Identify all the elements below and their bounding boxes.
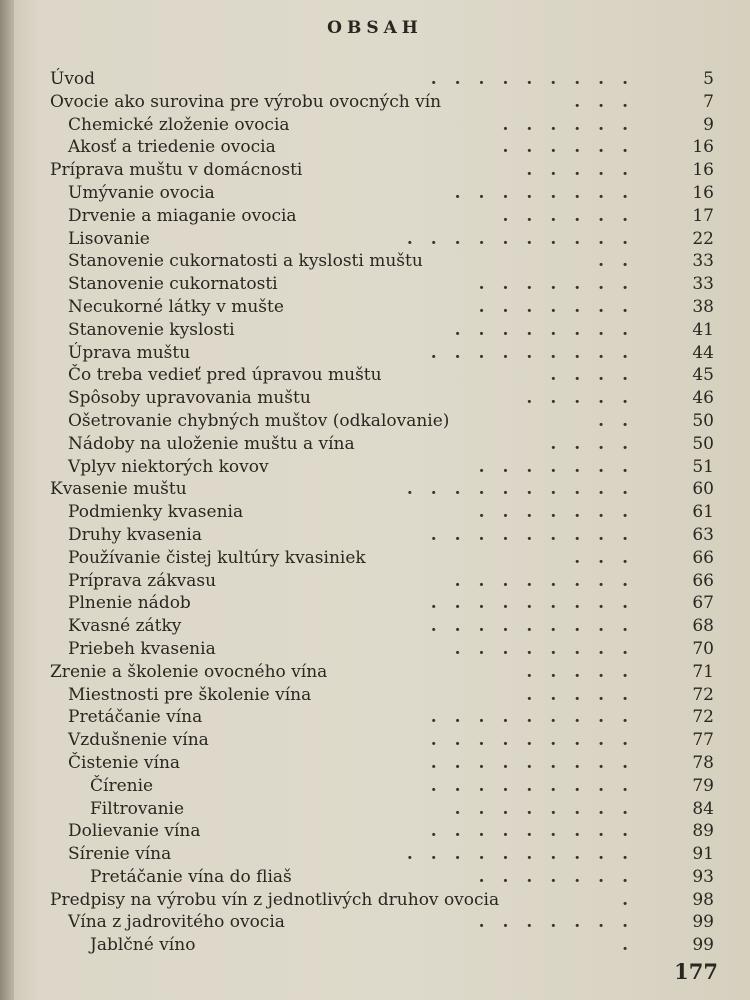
toc-entry xyxy=(44,547,720,570)
toc-entry-label: Predpisy na výrobu vín z jednotlivých druhov ovocia xyxy=(50,889,500,910)
dot-leader: ....... xyxy=(478,866,646,887)
dot-leader: ..... xyxy=(526,661,646,682)
dot-leader: ....... xyxy=(478,912,646,933)
toc-entry xyxy=(44,843,720,866)
dot-leader: . xyxy=(622,889,646,910)
toc-entry xyxy=(44,934,720,957)
toc-entry xyxy=(44,433,720,456)
toc-entry xyxy=(44,706,720,729)
toc-entry-page: 70 xyxy=(692,638,714,659)
dot-leader: ......... xyxy=(430,821,646,842)
toc-entry-page: 50 xyxy=(692,410,714,431)
toc-entry xyxy=(44,136,720,159)
toc-entry xyxy=(44,752,720,775)
toc-entry xyxy=(44,342,720,365)
toc-entry-page: 78 xyxy=(692,752,714,773)
dot-leader: ...... xyxy=(502,205,646,226)
toc-entry xyxy=(44,205,720,228)
page-number: 177 xyxy=(674,959,718,984)
dot-leader: . xyxy=(622,935,646,956)
toc-entry-page: 98 xyxy=(692,889,714,910)
toc-entry-label: Priebeh kvasenia xyxy=(68,638,216,659)
toc-entry-page: 16 xyxy=(692,182,714,203)
toc-entry-label: Chemické zloženie ovocia xyxy=(68,114,290,135)
toc-entry-label: Stanovenie kyslosti xyxy=(68,319,235,340)
dot-leader: ......... xyxy=(430,752,646,773)
dot-leader: .......... xyxy=(406,479,646,500)
toc-entry-page: 33 xyxy=(692,274,714,295)
toc-entry xyxy=(44,387,720,410)
dot-leader: ...... xyxy=(502,114,646,135)
toc-entry-page: 71 xyxy=(692,661,714,682)
toc-entry-label: Druhy kvasenia xyxy=(68,524,203,545)
dot-leader: ... xyxy=(574,91,646,112)
toc-entry-page: 68 xyxy=(692,616,714,637)
dot-leader: .. xyxy=(598,410,646,431)
toc-entry xyxy=(44,775,720,798)
toc-entry xyxy=(44,592,720,615)
toc-entry-label: Čírenie xyxy=(90,775,154,796)
toc-entry-page: 22 xyxy=(692,228,714,249)
dot-leader: ....... xyxy=(478,296,646,317)
toc-entry-label: Čo treba vedieť pred úpravou muštu xyxy=(68,365,382,386)
toc-entry-page: 66 xyxy=(692,570,714,591)
toc-entry xyxy=(44,319,720,342)
toc-entry xyxy=(44,456,720,479)
toc-entry xyxy=(44,114,720,137)
toc-entry-label: Pretáčanie vína do fliaš xyxy=(90,866,292,887)
toc-entry-page: 60 xyxy=(692,479,714,500)
toc-entry-label: Vplyv niektorých kovov xyxy=(68,456,269,477)
toc-entry-label: Jablčné víno xyxy=(90,935,196,956)
toc-entry-page: 51 xyxy=(692,456,714,477)
dot-leader: ......... xyxy=(430,616,646,637)
dot-leader: .... xyxy=(550,433,646,454)
toc-entry-page: 84 xyxy=(692,798,714,819)
dot-leader: .......... xyxy=(406,844,646,865)
toc-entry-page: 93 xyxy=(692,866,714,887)
toc-entry xyxy=(44,182,720,205)
toc-entry-label: Pretáčanie vína xyxy=(68,707,203,728)
toc-entry-page: 7 xyxy=(703,91,714,112)
toc-entry-label: Úvod xyxy=(50,69,96,89)
dot-leader: ........ xyxy=(454,182,646,203)
dot-leader: ........ xyxy=(454,319,646,340)
toc-entry-label: Kvasenie muštu xyxy=(50,479,187,500)
toc-entry xyxy=(44,228,720,251)
dot-leader: ..... xyxy=(526,684,646,705)
toc-entry-label: Zrenie a školenie ovocného vína xyxy=(50,661,328,682)
toc-entry-page: 72 xyxy=(692,684,714,705)
toc-entry-page: 44 xyxy=(692,342,714,363)
toc-entry xyxy=(44,889,720,912)
toc-entry xyxy=(44,68,720,91)
dot-leader: ..... xyxy=(526,160,646,181)
toc-entry-page: 91 xyxy=(692,844,714,865)
dot-leader: ... xyxy=(574,547,646,568)
toc-entry-label: Ošetrovanie chybných muštov (odkalovanie) xyxy=(68,410,450,431)
toc-entry xyxy=(44,866,720,889)
dot-leader: .......... xyxy=(406,228,646,249)
toc-entry-label: Dolievanie vína xyxy=(68,821,201,842)
toc-entry xyxy=(44,820,720,843)
dot-leader: ...... xyxy=(502,137,646,158)
toc-entry-page: 50 xyxy=(692,433,714,454)
toc-entry xyxy=(44,410,720,433)
toc-entry-label: Úprava muštu xyxy=(68,342,191,363)
toc-entry xyxy=(44,661,720,684)
dot-leader: ....... xyxy=(478,274,646,295)
dot-leader: .. xyxy=(598,251,646,272)
page-title: OBSAH xyxy=(327,18,423,38)
toc-entry-label: Kvasné zátky xyxy=(68,616,182,637)
toc-entry-label: Vzdušnenie vína xyxy=(68,730,209,751)
dot-leader: ........ xyxy=(454,798,646,819)
toc-entry-label: Príprava muštu v domácnosti xyxy=(50,160,303,181)
toc-entry-page: 66 xyxy=(692,547,714,568)
toc-entry-page: 41 xyxy=(692,319,714,340)
toc-entry-label: Lisovanie xyxy=(68,228,150,249)
toc-entry xyxy=(44,159,720,182)
dot-leader: ......... xyxy=(430,775,646,796)
toc-entry-page: 46 xyxy=(692,388,714,409)
toc-entry xyxy=(44,615,720,638)
dot-leader: ......... xyxy=(430,593,646,614)
toc-entry-page: 67 xyxy=(692,593,714,614)
toc-entry xyxy=(44,911,720,934)
toc-entry xyxy=(44,798,720,821)
toc-entry-label: Nádoby na uloženie muštu a vína xyxy=(68,433,355,454)
toc-entry-page: 99 xyxy=(692,912,714,933)
toc-entry-label: Stanovenie cukornatosti xyxy=(68,274,278,295)
toc-entry xyxy=(44,729,720,752)
toc-entry-label: Filtrovanie xyxy=(90,798,185,819)
dot-leader: ......... xyxy=(430,524,646,545)
toc-entry xyxy=(44,250,720,273)
toc-entry-page: 5 xyxy=(703,69,714,89)
toc-entry-label: Plnenie nádob xyxy=(68,593,191,614)
dot-leader: ......... xyxy=(430,730,646,751)
toc-entry-label: Drvenie a miaganie ovocia xyxy=(68,205,297,226)
toc-entry-page: 63 xyxy=(692,524,714,545)
toc-entry-label: Čistenie vína xyxy=(68,752,181,773)
dot-leader: ....... xyxy=(478,456,646,477)
toc-entry-page: 61 xyxy=(692,502,714,523)
toc-entry-label: Akosť a triedenie ovocia xyxy=(68,137,276,158)
toc-entry-page: 33 xyxy=(692,251,714,272)
table-of-contents xyxy=(44,68,720,957)
dot-leader: ........ xyxy=(454,570,646,591)
toc-entry-label: Spôsoby upravovania muštu xyxy=(68,388,311,409)
toc-entry-page: 38 xyxy=(692,296,714,317)
dot-leader: ........ xyxy=(454,638,646,659)
toc-entry-label: Príprava zákvasu xyxy=(68,570,217,591)
toc-entry xyxy=(44,570,720,593)
toc-entry xyxy=(44,684,720,707)
toc-entry-page: 16 xyxy=(692,137,714,158)
dot-leader: .... xyxy=(550,365,646,386)
toc-entry xyxy=(44,524,720,547)
toc-entry-page: 9 xyxy=(703,114,714,135)
dot-leader: ......... xyxy=(430,342,646,363)
toc-entry xyxy=(44,638,720,661)
toc-entry-label: Podmienky kvasenia xyxy=(68,502,244,523)
toc-entry xyxy=(44,478,720,501)
toc-entry-page: 77 xyxy=(692,730,714,751)
toc-entry xyxy=(44,273,720,296)
book-spine-edge xyxy=(0,0,14,1000)
dot-leader: ..... xyxy=(526,388,646,409)
toc-entry xyxy=(44,296,720,319)
toc-entry-label: Necukorné látky v mušte xyxy=(68,296,284,317)
toc-entry-label: Stanovenie cukornatosti a kyslosti muštu xyxy=(68,251,423,272)
toc-entry-label: Miestnosti pre školenie vína xyxy=(68,684,312,705)
toc-entry-page: 45 xyxy=(692,365,714,386)
toc-entry-page: 72 xyxy=(692,707,714,728)
dot-leader: ......... xyxy=(430,707,646,728)
toc-entry-label: Sírenie vína xyxy=(68,844,172,865)
toc-entry-page: 17 xyxy=(692,205,714,226)
toc-entry xyxy=(44,364,720,387)
toc-entry-page: 79 xyxy=(692,775,714,796)
toc-entry-label: Umývanie ovocia xyxy=(68,182,215,203)
dot-leader: ......... xyxy=(430,69,646,89)
toc-entry-label: Používanie čistej kultúry kvasiniek xyxy=(68,547,366,568)
toc-entry-page: 99 xyxy=(692,935,714,956)
toc-entry-label: Vína z jadrovitého ovocia xyxy=(68,912,285,933)
dot-leader: ....... xyxy=(478,502,646,523)
toc-entry xyxy=(44,91,720,114)
toc-entry-page: 16 xyxy=(692,160,714,181)
toc-entry-label: Ovocie ako surovina pre výrobu ovocných vín xyxy=(50,91,442,112)
toc-entry xyxy=(44,501,720,524)
toc-entry-page: 89 xyxy=(692,821,714,842)
